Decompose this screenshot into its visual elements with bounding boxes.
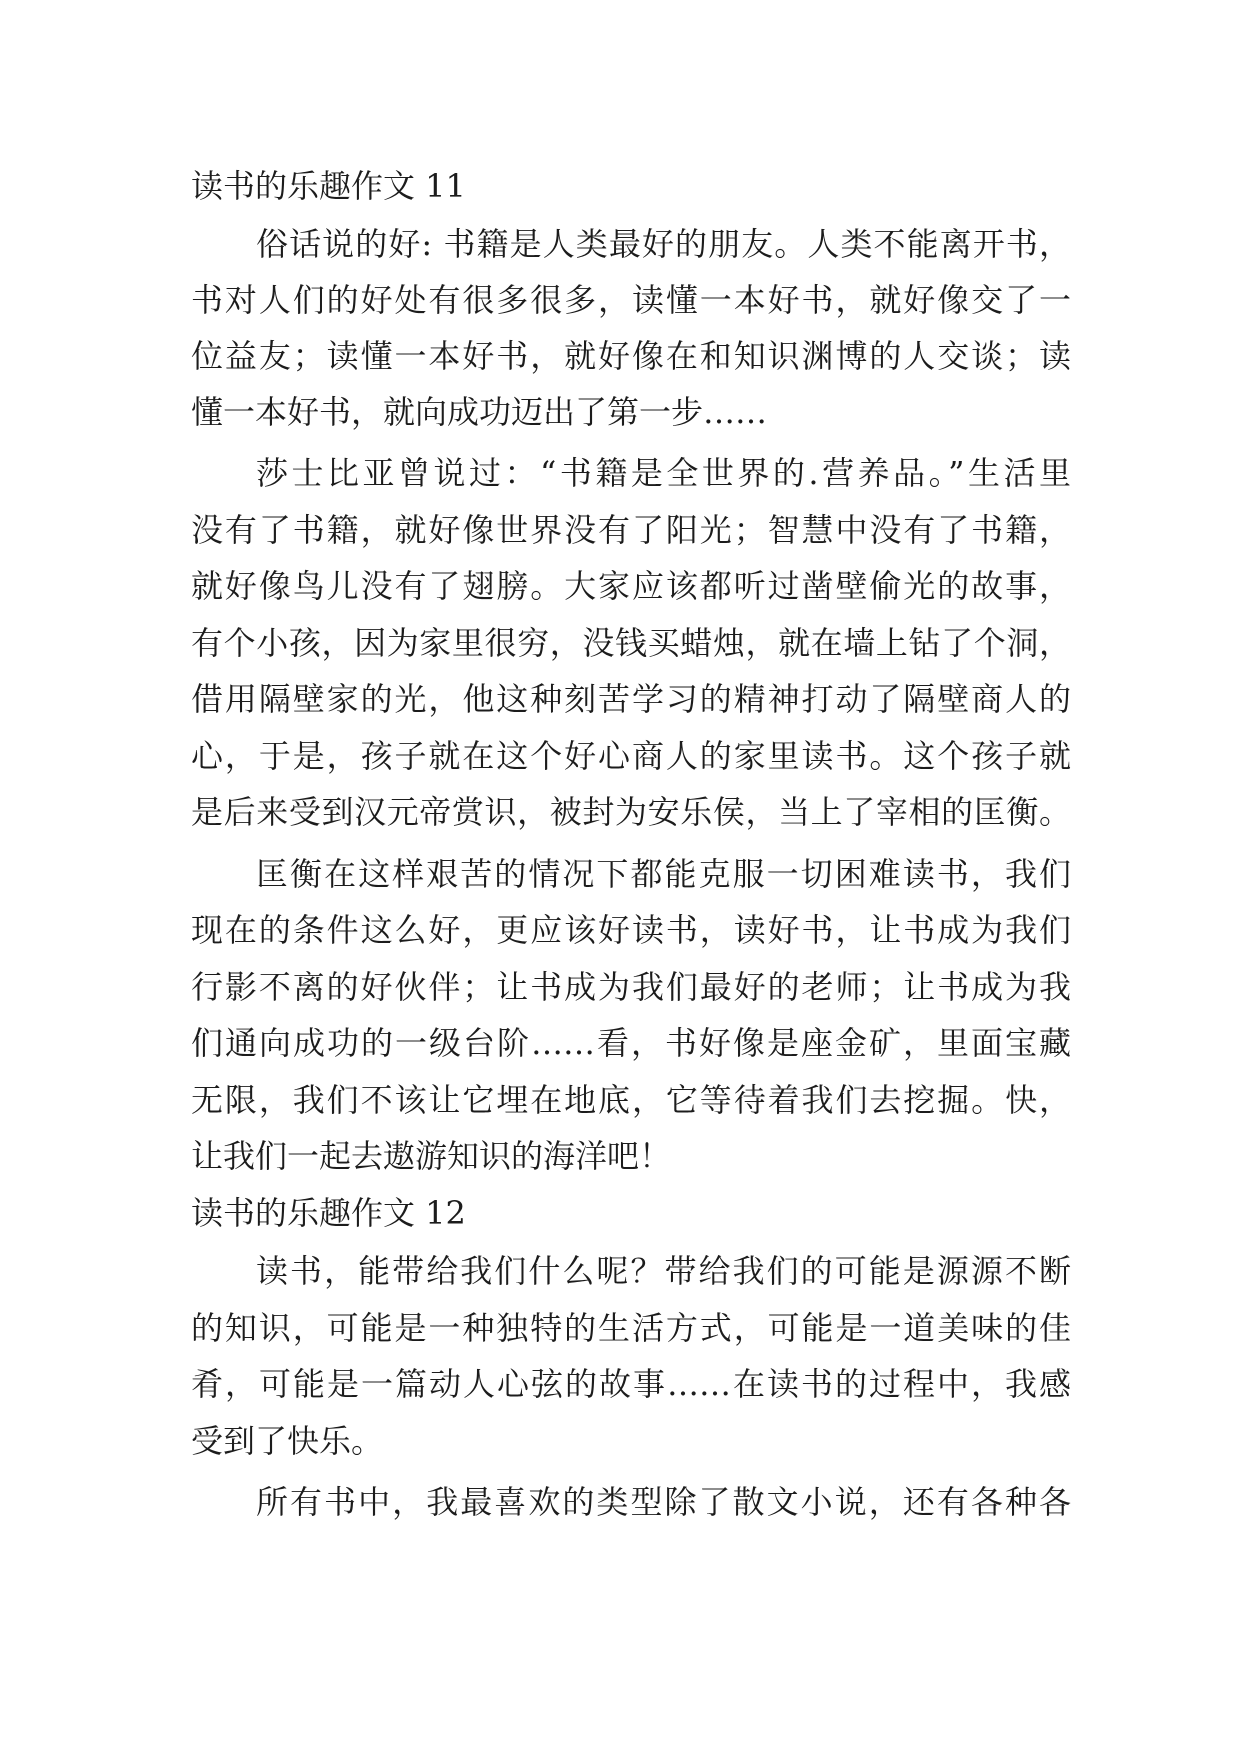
section-heading-2: 读书的乐趣作文 12 bbox=[191, 1194, 466, 1232]
paragraph-line: 是后来受到汉元帝赏识，被封为安乐侯，当上了宰相的匡衡。 bbox=[191, 793, 1071, 831]
paragraph-line: 就好像鸟儿没有了翅膀。大家应该都听过凿壁偷光的故事， bbox=[191, 567, 1071, 605]
paragraph-line: 行影不离的好伙伴；让书成为我们最好的老师；让书成为我 bbox=[191, 968, 1071, 1006]
paragraph-line: 匡衡在这样艰苦的情况下都能克服一切困难读书，我们 bbox=[256, 855, 1071, 893]
paragraph-line: 所有书中，我最喜欢的类型除了散文小说，还有各种各 bbox=[256, 1483, 1071, 1521]
paragraph-line: 莎士比亚曾说过：“书籍是全世界的.营养品。”生活里 bbox=[256, 454, 1071, 492]
paragraph-line: 懂一本好书，就向成功迈出了第一步…… bbox=[191, 393, 768, 431]
paragraph-line: 位益友；读懂一本好书，就好像在和知识渊博的人交谈；读 bbox=[191, 337, 1071, 375]
paragraph-line: 让我们一起去遨游知识的海洋吧！ bbox=[191, 1137, 672, 1175]
paragraph-line: 没有了书籍，就好像世界没有了阳光；智慧中没有了书籍， bbox=[191, 511, 1071, 549]
paragraph-line: 书对人们的好处有很多很多，读懂一本好书，就好像交了一 bbox=[191, 281, 1071, 319]
paragraph-line: 无限，我们不该让它埋在地底，它等待着我们去挖掘。快， bbox=[191, 1081, 1071, 1119]
paragraph-line: 们通向成功的一级台阶……看，书好像是座金矿，里面宝藏 bbox=[191, 1024, 1071, 1062]
paragraph-line: 借用隔壁家的光，他这种刻苦学习的精神打动了隔壁商人的 bbox=[191, 680, 1071, 718]
paragraph-line: 心，于是，孩子就在这个好心商人的家里读书。这个孩子就 bbox=[191, 737, 1071, 775]
paragraph-line: 肴，可能是一篇动人心弦的故事……在读书的过程中，我感 bbox=[191, 1365, 1071, 1403]
paragraph-line: 读书，能带给我们什么呢？带给我们的可能是源源不断 bbox=[256, 1252, 1071, 1290]
paragraph-line: 受到了快乐。 bbox=[191, 1422, 384, 1460]
paragraph-line: 的知识，可能是一种独特的生活方式，可能是一道美味的佳 bbox=[191, 1309, 1071, 1347]
section-heading-1: 读书的乐趣作文 11 bbox=[191, 167, 466, 205]
paragraph-line: 有个小孩，因为家里很穷，没钱买蜡烛，就在墙上钻了个洞， bbox=[191, 624, 1071, 662]
paragraph-line: 俗话说的好: 书籍是人类最好的朋友。人类不能离开书， bbox=[256, 225, 1071, 263]
paragraph-line: 现在的条件这么好，更应该好读书，读好书，让书成为我们 bbox=[191, 911, 1071, 949]
